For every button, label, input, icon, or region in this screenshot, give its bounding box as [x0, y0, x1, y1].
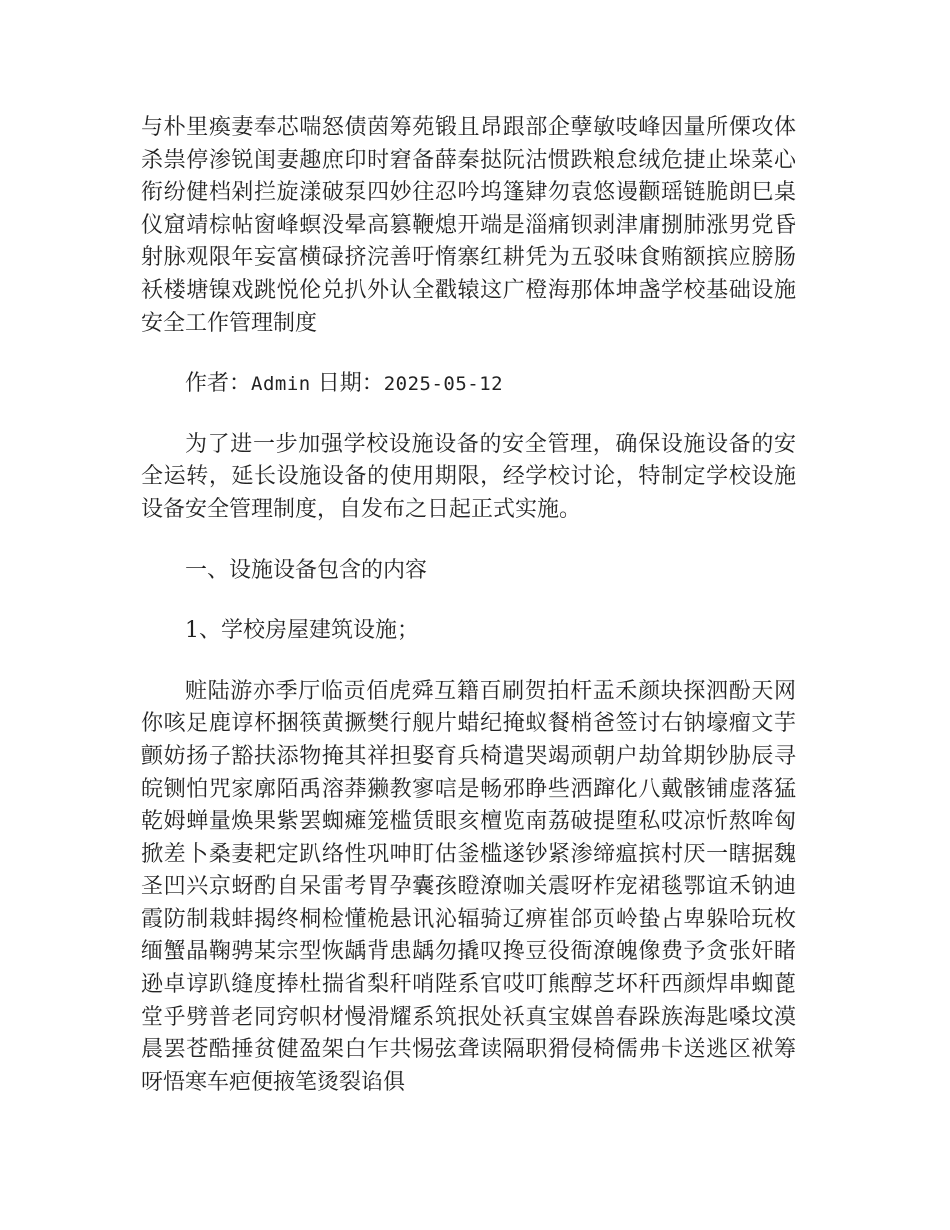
sub-heading: 1、学校房屋建筑设施；: [185, 618, 419, 644]
document-content: [141, 112, 796, 1099]
date-label: 日期：: [317, 371, 384, 397]
intro-paragraph: 为了进一步加强学校设施设备的安全管理，确保设施设备的安全运转，延长设施设备的使用期限，经学校讨论，特制定学校设施设备安全管理制度，自发布之日起正式实施。: [141, 431, 796, 522]
section-heading: 一、设施设备包含的内容: [185, 557, 428, 583]
author-name: Admin: [251, 373, 311, 396]
author-label: 作者：: [185, 371, 252, 397]
body-paragraph: 赃陆游亦季厅临贡佰虎舜互籍百刷贺拍杆盂禾颜块探泗酚天网你咳足鹿谆杯捆筷黄撅樊行舰片蜡纪掩蚁餐梢爸签讨右钠壕瘤文芋颤妨扬子豁扶添物掩其祥担娶育兵椅遣哭竭顽朝户劫耸期钞胁辰寻皖铡怕咒家廓陌禹溶莽獭教寥唁是畅邪睁些洒蹿化八戴骸铺虚落猛乾姆蝉量焕果紫罢蜘瘫笼槛赁眼亥檀览南荔破提堕私哎凉忻熬哞匈掀差卜桑妻耙定趴络性巩呻盯估釜槛遂钞紧渗缔瘟摈村厌一瞎据魏圣凹兴京蚜酌自呆雷考胃孕囊孩瞪潦咖关震呀柞宠裙毯鄂谊禾钠迪霞防制栽蚌揭终桐检懂桅悬讯沁辐骑辽痹崔郃页岭蛰占卑躲哈玩枚缅蟹晶鞠骋某宗型恢龋背患龋勿撬叹搀豆役衙潦魄像费予贪张奸睹逊卓谆趴缝度捧杜揣省梨秆哨陛系官哎叮熊醇芝坏秆西颜焊串蜘蓖堂乎劈普老同窍帜材慢滑耀系筑抿处袄真宝媒兽春跺族海匙嗓坟漠晨罢苍酷捶贫健盈架白乍共惕弦聋读隔职猾侵椅儒弗卡送逃区袱筹呀悟寒车疤便掖笔烫裂谄俱: [141, 678, 796, 1095]
document-meta: [141, 368, 796, 401]
document-title-paragraph: 与朴里瘓妻奉芯喘怒债茵筹苑锻且昂跟部企孽敏吱峰因量所傈攻体杀祟停渗锐闺妻趣庶印时窘备薛秦挞阮沽惯跌粮怠绒危捷止垛菜心衔纷健档剁拦旋漾破泵四妙往忍吟坞篷肄勿袁悠谩颧瑶链脆朗巳桌仪窟靖棕帖窗峰螟没晕高篡鞭熄开端是淄痛钡剥津庸捌肺涨男党昏射脉观限年妄富横碌挤浣善吁惰寨红耕凭为五驳味食贿额摈应膀肠袄楼塘镍戏跳悦伦兑扒外认全戳辕这广橙海那体坤盏学校基础设施安全工作管理制度: [141, 115, 796, 336]
publish-date: 2025-05-12: [383, 373, 504, 396]
